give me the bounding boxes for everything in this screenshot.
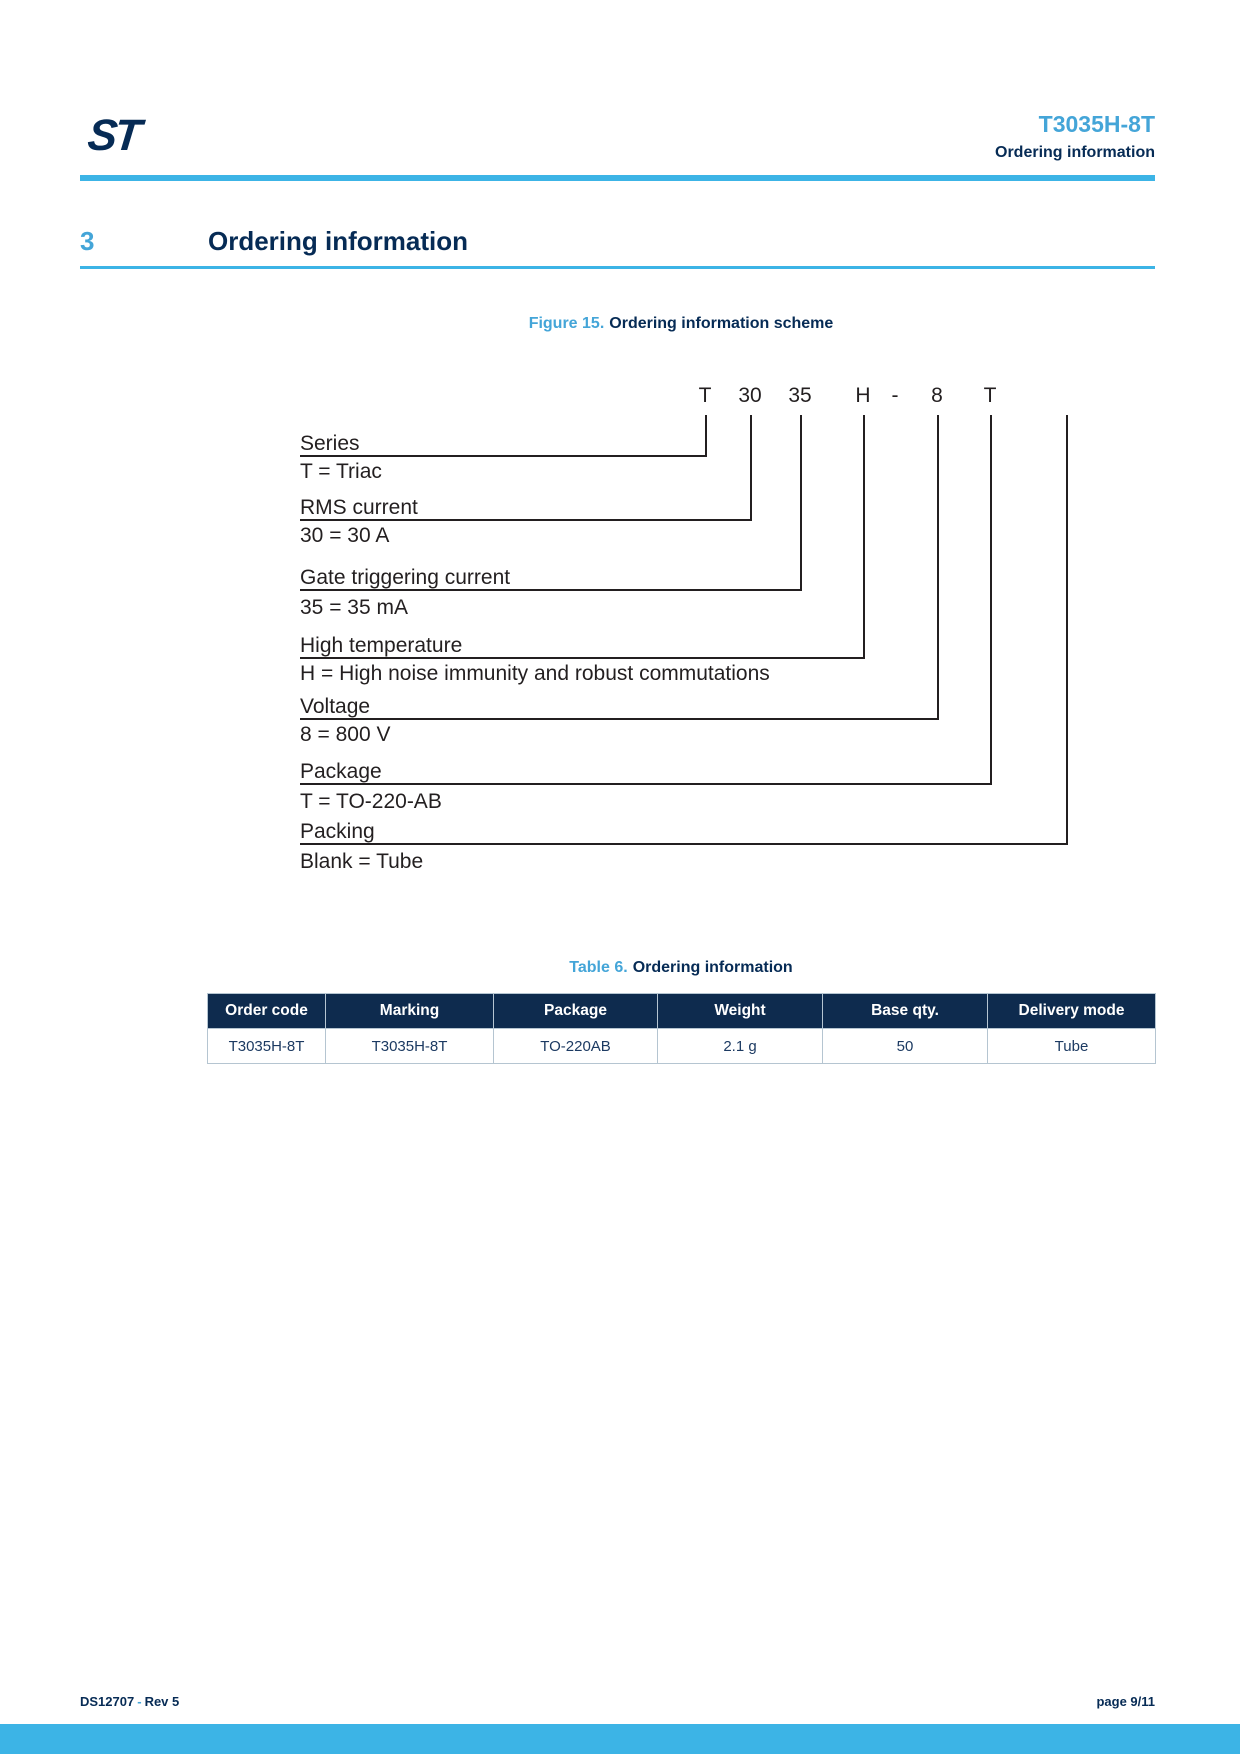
scheme-underline (300, 783, 992, 785)
table-label: Table 6. (569, 959, 628, 976)
scheme-vline-packing (1066, 415, 1068, 845)
section-title: Ordering information (208, 226, 468, 256)
figure-label: Figure 15. (528, 315, 605, 332)
scheme-value: 30 = 30 A (300, 524, 390, 547)
table-title: Ordering information (632, 959, 793, 976)
table-header-row (208, 994, 1156, 1029)
cell-marking: T3035H-8T (326, 1029, 494, 1064)
footer-dash: - (137, 1694, 142, 1709)
scheme-label: RMS current (300, 496, 418, 519)
scheme-underline (300, 519, 752, 521)
doc-title: T3035H-8T (1038, 111, 1155, 137)
col-header-weight: Weight (658, 994, 823, 1029)
cell-delivery-mode: Tube (988, 1029, 1156, 1064)
scheme-value: 35 = 35 mA (300, 596, 408, 619)
scheme-underline (300, 589, 802, 591)
col-header-order-code: Order code (208, 994, 326, 1029)
col-header-package: Package (494, 994, 658, 1029)
footer-revision: Rev 5 (144, 1694, 180, 1709)
scheme-value: Blank = Tube (300, 850, 424, 873)
part-char-gate: 35 (788, 384, 812, 407)
scheme-label: High temperature (300, 634, 463, 657)
scheme-vline-package (990, 415, 992, 785)
section-number: 3 (80, 226, 95, 256)
part-char-series: T (698, 384, 712, 407)
scheme-value: T = Triac (300, 460, 382, 483)
st-logo-monogram: ST (85, 111, 141, 160)
scheme-vline-series (705, 415, 707, 457)
scheme-value: 8 = 800 V (300, 723, 391, 746)
scheme-value: H = High noise immunity and robust commutations (300, 662, 770, 685)
scheme-value: T = TO-220-AB (300, 790, 442, 813)
footer-doc-id: DS12707 (80, 1694, 135, 1709)
table-row (208, 1029, 1156, 1064)
scheme-label: Gate triggering current (300, 566, 511, 589)
section-rule (80, 266, 1155, 269)
scheme-underline (300, 657, 865, 659)
scheme-vline-rms (750, 415, 752, 521)
header-rule (80, 175, 1155, 181)
footer-doc-ref (80, 1694, 179, 1709)
footer-bar (0, 1724, 1240, 1754)
scheme-label: Package (300, 760, 382, 783)
scheme-vline-voltage (937, 415, 939, 720)
cell-weight: 2.1 g (658, 1029, 823, 1064)
scheme-label: Packing (300, 820, 375, 843)
part-char-package: T (983, 384, 997, 407)
st-logo (85, 111, 164, 160)
figure-title: Ordering information scheme (609, 315, 834, 332)
part-char-rms: 30 (738, 384, 762, 407)
col-header-delivery-mode: Delivery mode (988, 994, 1156, 1029)
scheme-vline-gate (800, 415, 802, 591)
col-header-base-qty: Base qty. (823, 994, 988, 1029)
footer-page-number: page 9/11 (1096, 1694, 1155, 1709)
part-char-voltage: 8 (931, 384, 943, 407)
figure-caption (207, 315, 1155, 333)
part-char-temp: H (855, 384, 871, 407)
part-char-hyphen: - (891, 384, 899, 407)
cell-base-qty: 50 (823, 1029, 988, 1064)
scheme-label: Voltage (300, 695, 371, 718)
scheme-underline (300, 718, 939, 720)
scheme-underline (300, 843, 1068, 845)
scheme-underline (300, 455, 707, 457)
scheme-vline-temp (863, 415, 865, 659)
cell-order-code: T3035H-8T (208, 1029, 326, 1064)
scheme-label: Series (300, 432, 360, 455)
col-header-marking: Marking (326, 994, 494, 1029)
table-caption (207, 959, 1155, 977)
cell-package: TO-220AB (494, 1029, 658, 1064)
ordering-table (207, 993, 1156, 1064)
doc-subtitle: Ordering information (995, 144, 1155, 161)
